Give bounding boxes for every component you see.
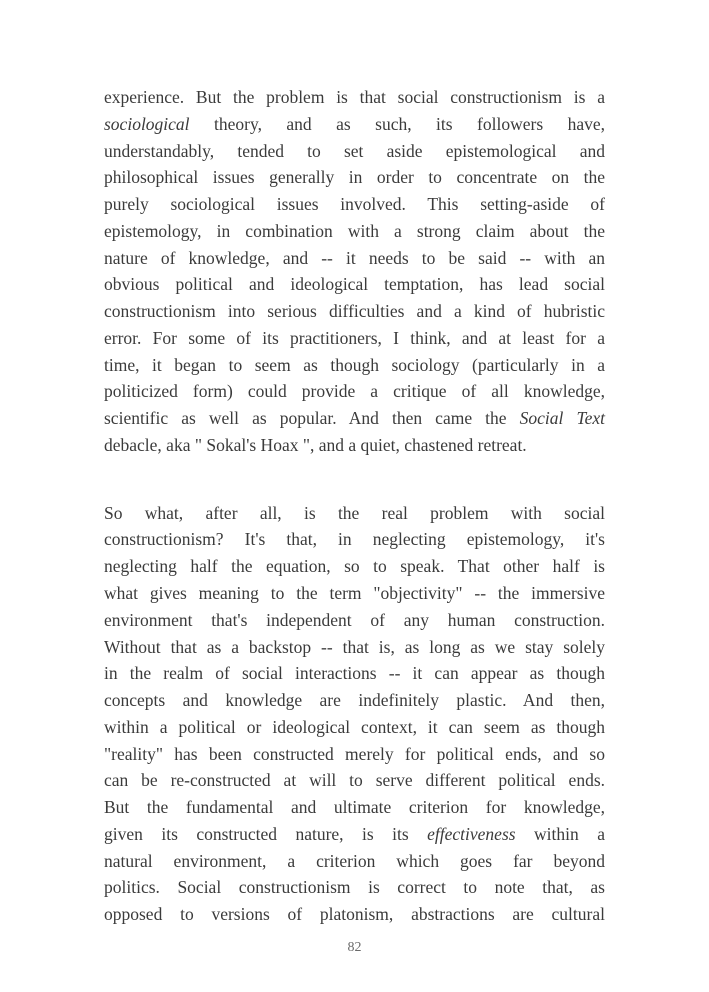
text-segment: concepts and knowledge are indefinitely plastic. And then, [104,690,605,711]
text-segment: neglecting half the equation, so to speak. That other half is [104,556,605,577]
text-segment: environment that's independent of any human construction. [104,609,605,630]
text-line [104,352,605,379]
text-line [104,553,605,580]
text-line [104,660,605,687]
text-segment: purely sociological issues involved. This setting-aside of [104,194,605,215]
text-line [104,432,605,459]
text-line [104,714,605,741]
text-segment: scientific as well as popular. And then came the [104,408,520,429]
text-line [104,580,605,607]
text-line [104,901,605,928]
text-line [104,138,605,165]
text-segment: Without that as a backstop -- that is, as long as we stay solely [104,636,605,657]
text-line [104,634,605,661]
page-body-text [104,84,605,928]
emphasized-text: effectiveness [427,823,516,844]
text-line [104,874,605,901]
text-line [104,741,605,768]
text-segment: politics. Social constructionism is correct to note that, as [104,877,605,898]
text-line [104,794,605,821]
text-segment: natural environment, a criterion which goes far beyond [104,850,605,871]
emphasized-text: Social Text [519,408,606,429]
text-segment: constructionism into serious difficulties and a kind of hubristic [104,301,605,322]
text-segment: what gives meaning to the term "objectivity" -- the immersive [104,583,605,604]
text-line [104,245,605,272]
text-segment: opposed to versions of platonism, abstractions are cultural [104,904,605,925]
text-segment: debacle, aka " Sokal's Hoax ", and a quiet, chastened retreat. [104,434,527,455]
text-segment: nature of knowledge, and -- it needs to be said -- with an [104,247,605,268]
text-segment: constructionism? It's that, in neglecting epistemology, it's [104,529,605,550]
text-segment: epistemology, in combination with a strong claim about the [104,220,605,241]
page-number: 82 [347,940,362,955]
text-line [104,500,605,527]
paragraph [104,500,605,928]
text-segment: within a political or ideological context, it can seem as though [104,716,605,737]
text-segment: within a [515,823,605,844]
text-segment: philosophical issues generally in order to concentrate on the [104,167,605,188]
text-line [104,378,605,405]
text-line [104,218,605,245]
text-line [104,405,605,432]
text-segment: can be re-constructed at will to serve different political ends. [104,770,605,791]
text-segment: But the fundamental and ultimate criterion for knowledge, [104,797,605,818]
text-segment: politicized form) could provide a critique of all knowledge, [104,381,605,402]
text-line [104,821,605,848]
text-segment: time, it began to seem as though sociology (particularly in a [104,354,605,375]
text-line [104,191,605,218]
text-segment: understandably, tended to set aside epistemological and [104,140,605,161]
text-segment: So what, after all, is the real problem with social [104,502,605,523]
text-segment: "reality" has been constructed merely for political ends, and so [104,743,605,764]
text-line [104,164,605,191]
text-line [104,111,605,138]
text-line [104,607,605,634]
text-segment: experience. But the problem is that social constructionism is a [104,87,605,107]
text-line [104,848,605,875]
text-line [104,325,605,352]
text-segment: given its constructed nature, is its [104,823,428,844]
text-line [104,271,605,298]
text-segment: error. For some of its practitioners, I think, and at least for a [104,327,605,348]
paragraph [104,84,605,459]
text-line [104,526,605,553]
text-line [104,767,605,794]
text-segment: theory, and as such, its followers have, [189,113,605,134]
text-line [104,298,605,325]
text-segment: in the realm of social interactions -- it can appear as though [104,663,605,684]
text-line [104,687,605,714]
emphasized-text: sociological [104,113,190,134]
text-line [104,84,605,111]
text-segment: obvious political and ideological temptation, has lead social [104,274,605,295]
